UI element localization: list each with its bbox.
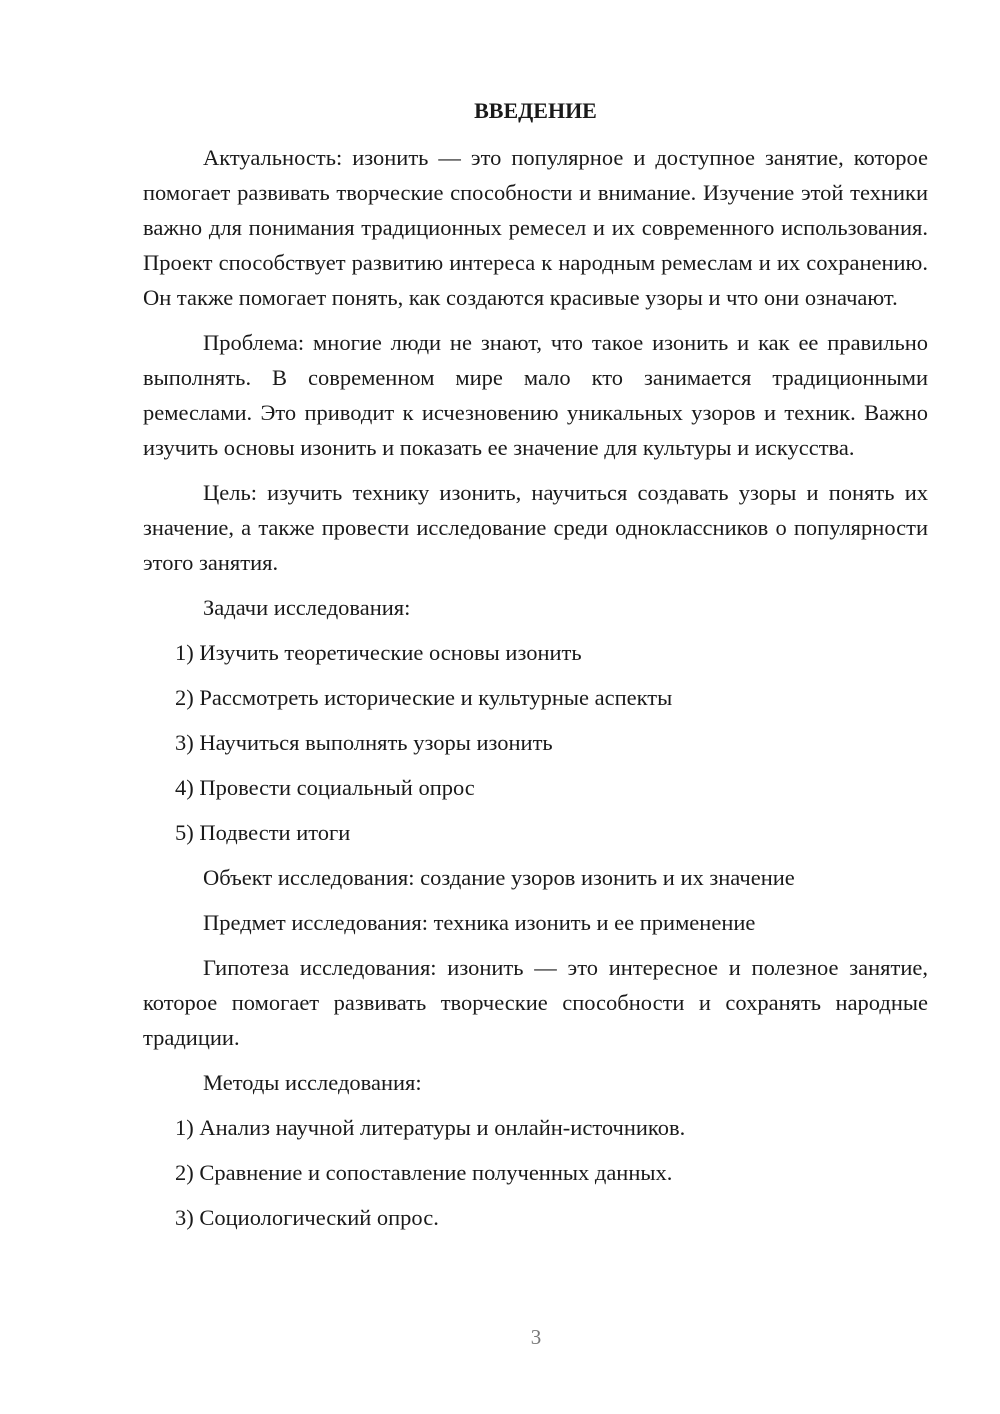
- task-item: 5) Подвести итоги: [175, 820, 351, 845]
- page-title: ВВЕДЕНИЕ: [474, 98, 597, 123]
- document-page: [143, 96, 928, 1245]
- page-number: 3: [530, 1325, 542, 1349]
- hypothesis-paragraph: Гипотеза исследования: изонить — это интересное и полезное занятие, которое помогает развивать творческие способности и сохранять народные традиции.: [143, 955, 928, 1050]
- task-item: 4) Провести социальный опрос: [175, 775, 475, 800]
- research-object: Объект исследования: создание узоров изонить и их значение: [203, 865, 795, 890]
- methods-heading: Методы исследования:: [203, 1070, 422, 1095]
- problem-paragraph: Проблема: многие люди не знают, что такое изонить и как ее правильно выполнять. В современном мире мало кто занимается традиционными ремеслами. Это приводит к исчезновению уникальных узоров и техник. Важно изучить основы изонить и показать ее значение для культуры и искусства.: [143, 330, 928, 460]
- goal-paragraph: Цель: изучить технику изонить, научиться создавать узоры и понять их значение, а также провести исследование среди одноклассников о популярности этого занятия.: [143, 480, 928, 575]
- task-item: 1) Изучить теоретические основы изонить: [175, 640, 582, 665]
- method-item: 3) Социологический опрос.: [175, 1205, 439, 1230]
- task-item: 3) Научиться выполнять узоры изонить: [175, 730, 553, 755]
- method-item: 1) Анализ научной литературы и онлайн-источников.: [175, 1115, 686, 1140]
- method-item: 2) Сравнение и сопоставление полученных данных.: [175, 1160, 673, 1185]
- task-item: 2) Рассмотреть исторические и культурные аспекты: [175, 685, 673, 710]
- tasks-heading: Задачи исследования:: [203, 595, 411, 620]
- research-subject: Предмет исследования: техника изонить и ее применение: [203, 910, 756, 935]
- relevance-paragraph: Актуальность: изонить — это популярное и доступное занятие, которое помогает развивать творческие способности и внимание. Изучение этой техники важно для понимания традиционных ремесел и их современного использования. Проект способствует развитию интереса к народным ремеслам и их сохранению. Он также помогает понять, как создаются красивые узоры и что они означают.: [143, 145, 928, 310]
